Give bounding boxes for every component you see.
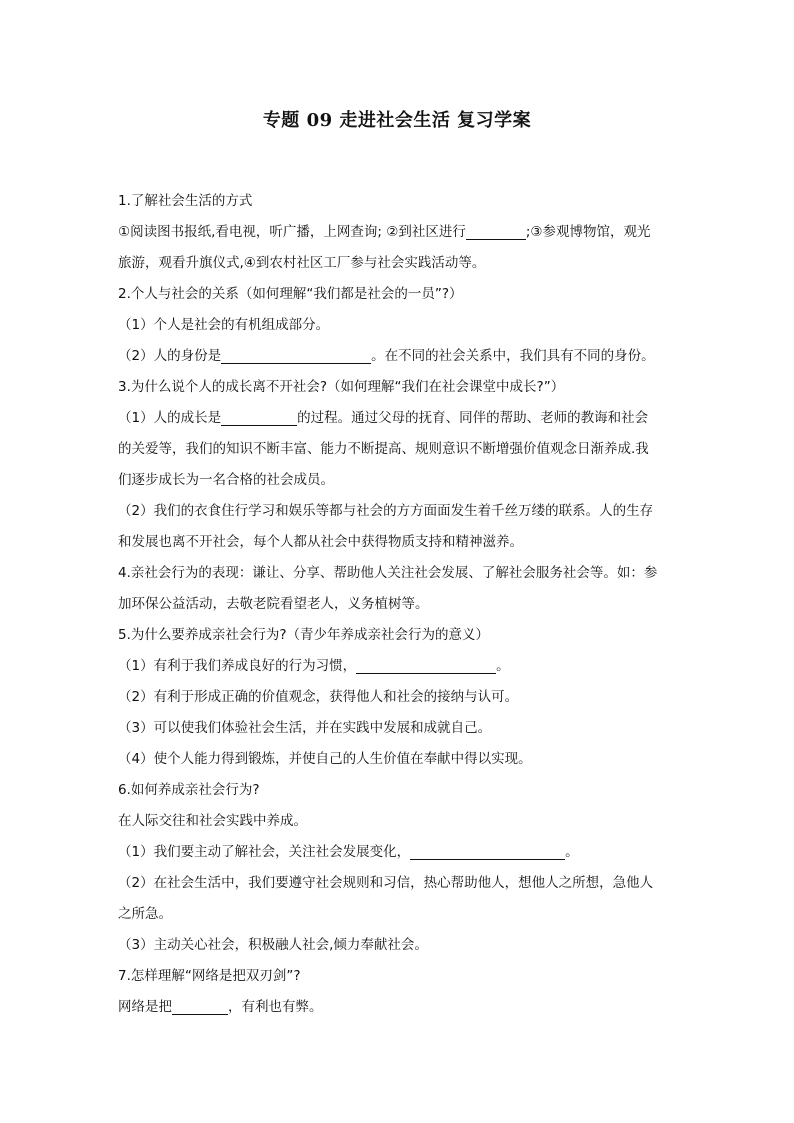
fill-in-blank[interactable] — [356, 657, 496, 674]
text-line: 和发展也离不开社会，每个人都从社会中获得物质支持和精神滋养。 — [118, 534, 523, 550]
text-line — [118, 341, 676, 372]
section-heading-2: 2.个人与社会的关系（如何理解“我们都是社会的一员”?） — [118, 286, 463, 302]
text-line: （2）我们的衣食住行学习和娱乐等都与社会的方方面面发生着千丝万缕的联系。人的生存 — [118, 503, 654, 519]
fill-in-blank[interactable] — [410, 843, 565, 860]
text-segment: 。 — [496, 658, 510, 674]
section-heading-4: 4.亲社会行为的表现：谦让、分享、帮助他人关注社会发展、了解社会服务社会等。如：参 — [118, 565, 658, 581]
text-segment: （1）我们要主动了解社会，关注社会发展变化， — [118, 844, 411, 860]
text-line: （3）主动关心社会，积极融人社会,倾力奉献社会。 — [118, 937, 428, 953]
text-line — [118, 651, 676, 682]
text-segment: 。在不同的社会关系中，我们具有不同的身份。 — [371, 348, 655, 364]
text-line: 加环保公益活动，去敬老院看望老人，义务植树等。 — [118, 596, 429, 612]
text-line — [118, 217, 676, 248]
text-line: （1）个人是社会的有机组成部分。 — [118, 317, 330, 333]
text-line: （2）在社会生活中，我们要遵守社会规则和习信，热心帮助他人，想他人之所想，急他人 — [118, 875, 654, 891]
section-heading-3: 3.为什么说个人的成长离不开社会?（如何理解“我们在社会课堂中成长?”） — [118, 379, 565, 395]
section-heading-7: 7.怎样理解“网络是把双刃剑”? — [118, 968, 301, 984]
text-line — [118, 837, 676, 868]
document-title: 专题 09 走进社会生活 复习学案 — [262, 110, 532, 131]
text-segment: 。 — [565, 844, 579, 860]
text-line — [118, 403, 676, 434]
section-heading-5: 5.为什么要养成亲社会行为?（青少年养成亲社会行为的意义） — [118, 627, 490, 643]
text-segment: ;③参观博物馆，观光 — [525, 224, 651, 240]
fill-in-blank[interactable] — [221, 347, 371, 364]
fill-in-blank[interactable] — [172, 998, 228, 1015]
text-line: （3）可以使我们体验社会生活，并在实践中发展和成就自己。 — [118, 720, 492, 736]
text-line: 在人际交往和社会实践中养成。 — [118, 813, 307, 829]
text-segment: （1）人的成长是 — [118, 410, 222, 426]
text-line: （4）使个人能力得到锻炼，并使自己的人生价值在奉献中得以实现。 — [118, 751, 532, 767]
fill-in-blank[interactable] — [466, 223, 526, 240]
text-line: 旅游，观看升旗仪式,④到农村社区工厂参与社会实践活动等。 — [118, 255, 486, 271]
document-body — [118, 186, 676, 1023]
text-line: 的关爱等，我们的知识不断丰富、能力不断提高、规则意识不断增强价值观念日渐养成.我 — [118, 441, 649, 457]
section-heading-1: 1.了解社会生活的方式 — [118, 193, 253, 209]
text-segment: ①阅读图书报纸,看电视，听广播，上网查询; ②到社区进行 — [118, 224, 466, 240]
text-line — [118, 992, 676, 1023]
text-segment: ，有利也有弊。 — [228, 999, 323, 1015]
fill-in-blank[interactable] — [221, 409, 297, 426]
text-segment: 的过程。通过父母的抚育、同伴的帮助、老师的教诲和社会 — [297, 410, 649, 426]
text-segment: （2）人的身份是 — [118, 348, 222, 364]
text-line: 之所急。 — [118, 906, 172, 922]
text-line: 们逐步成长为一名合格的社会成员。 — [118, 472, 334, 488]
text-line: （2）有利于形成正确的价值观念，获得他人和社会的接纳与认可。 — [118, 689, 519, 705]
section-heading-6: 6.如何养成亲社会行为? — [118, 782, 260, 798]
text-segment: 网络是把 — [118, 999, 172, 1015]
text-segment: （1）有利于我们养成良好的行为习惯， — [118, 658, 357, 674]
